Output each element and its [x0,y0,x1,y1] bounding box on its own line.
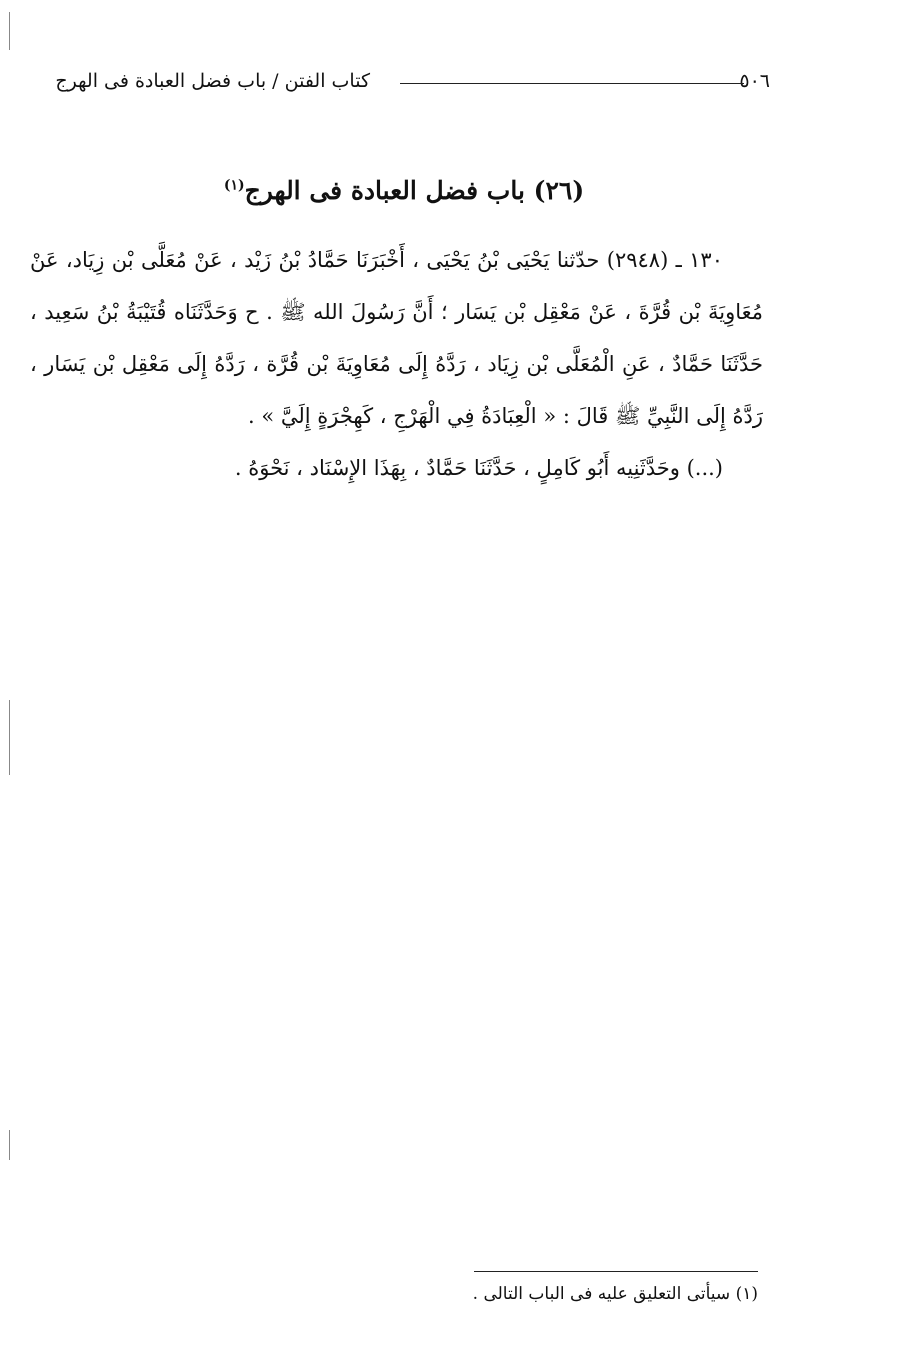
footnote: (١) سيأتى التعليق عليه فى الباب التالى . [472,1284,758,1304]
hadith-main-text: ١٣٠ ـ (٢٩٤٨) حدّثنا يَحْيَى بْنُ يَحْيَى ، أَخْبَرَنَا حَمَّادُ بْنُ زَيْد ، عَنْ مُعَلَّى بْن زِيَاد، عَنْ مُعَاوِيَةَ بْن قُرَّةَ ، عَنْ مَعْقِل بْن يَسَار ؛ أَنَّ رَسُولَ الله ﷺ . ح وَحَدَّثَنَاه قُتَيْبَةُ بْنُ سَعِيد ، حَدَّثَنَا حَمَّادٌ ، عَنِ الْمُعَلَّى بْن زِيَاد ، رَدَّهُ إِلَى مُعَاوِيَةَ بْن قُرَّة ، رَدَّهُ إِلَى مَعْقِل بْن يَسَار ، رَدَّهُ إِلَى النَّبِيِّ ﷺ قَالَ : « الْعِبَادَةُ فِي الْهَرْجِ ، كَهِجْرَةٍ إِلَيَّ » . [30,248,763,428]
footnote-rule [474,1271,758,1272]
running-title: كتاب الفتن / باب فضل العبادة فى الهرج [55,70,370,92]
scan-edge-mark [9,12,10,50]
page-number: ٥٠٦ [739,70,770,92]
scan-edge-mark [9,700,10,775]
hadith-body [30,234,763,494]
header-rule [400,83,744,84]
page-header [30,70,770,102]
chapter-title [0,176,808,205]
chapter-title-text: (٢٦) باب فضل العبادة فى الهرج [244,176,585,205]
footnote-marker: (١) [223,177,245,194]
hadith-chain-text: (...) وحَدَّثَنِيه أَبُو كَامِلٍ ، حَدَّثَنَا حَمَّادٌ ، بِهَذَا الإِسْنَاد ، نَحْوَهُ . [234,456,723,480]
scan-edge-mark [9,1130,10,1160]
